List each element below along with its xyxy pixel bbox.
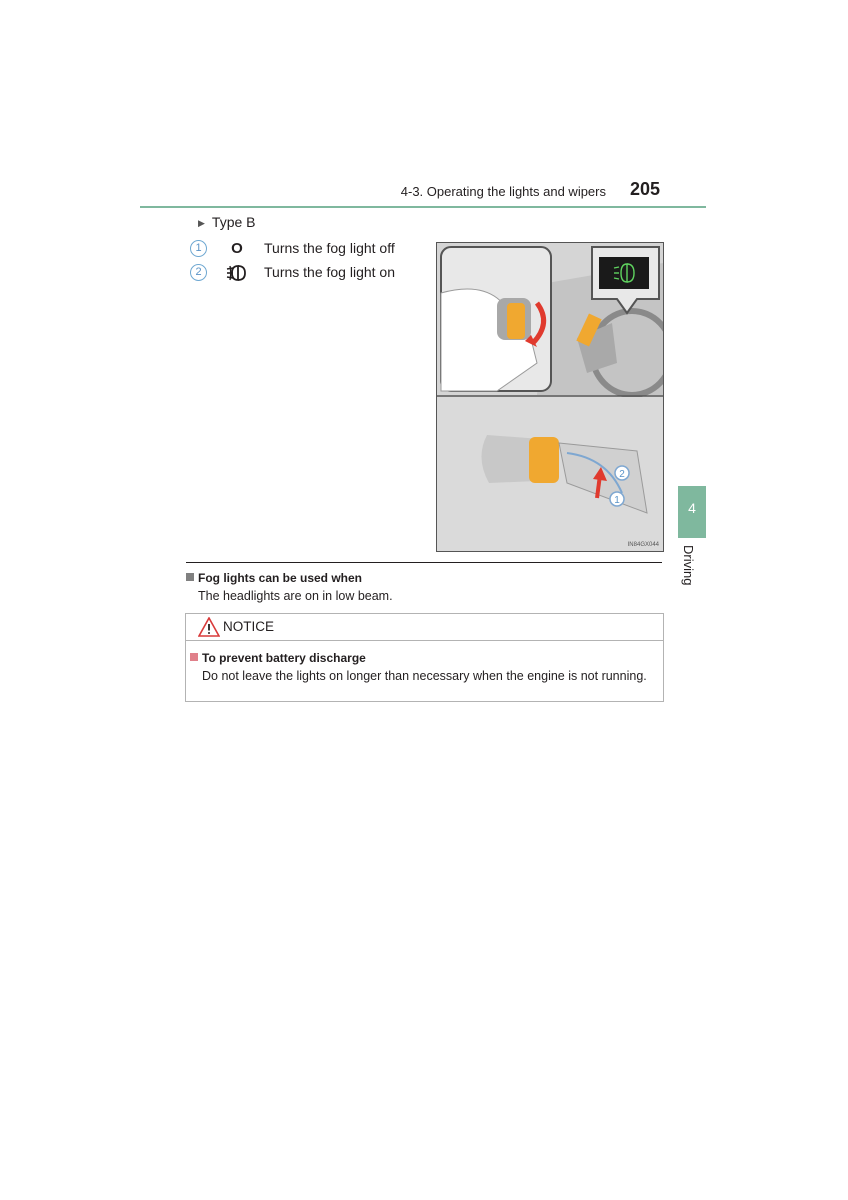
off-circle-icon [226,240,248,257]
chapter-tab [678,486,706,538]
item-number: 1 [190,240,207,257]
fog-lights-heading-text: Fog lights can be used when [198,571,363,585]
section-title: 4-3. Operating the lights and wipers [400,184,606,199]
square-bullet-icon [190,653,198,661]
section-rule [186,562,662,563]
callout-1: 1 [614,495,620,506]
fog-lights-heading [186,571,362,585]
item-number: 2 [190,264,207,281]
header-rule [140,206,706,208]
notice-header [186,614,663,641]
type-label-text: Type B [211,214,256,230]
notice-body: Do not leave the lights on longer than necessary when the engine is not running. [202,669,647,683]
notice-box [185,613,664,702]
fog-lights-body: The headlights are on in low beam. [198,589,393,603]
notice-title: NOTICE [223,619,275,634]
warning-triangle-icon [198,617,220,637]
page-number: 205 [630,179,661,199]
notice-subheading [190,651,366,665]
chapter-label: Driving [681,545,696,586]
callout-2: 2 [619,469,625,480]
square-bullet-icon [186,573,194,581]
illustration-svg [437,243,663,551]
triangle-bullet-icon: ▶ [198,218,205,228]
chapter-number: 4 [688,500,696,516]
fog-light-switch-illustration [436,242,664,552]
item-description: Turns the fog light on [264,264,396,280]
off-symbol: O [231,240,243,257]
fog-light-icon [226,264,248,286]
item-description: Turns the fog light off [264,240,395,256]
notice-subheading-text: To prevent battery discharge [202,651,366,665]
type-label [198,214,256,230]
image-code: IN84GX044 [627,542,659,548]
